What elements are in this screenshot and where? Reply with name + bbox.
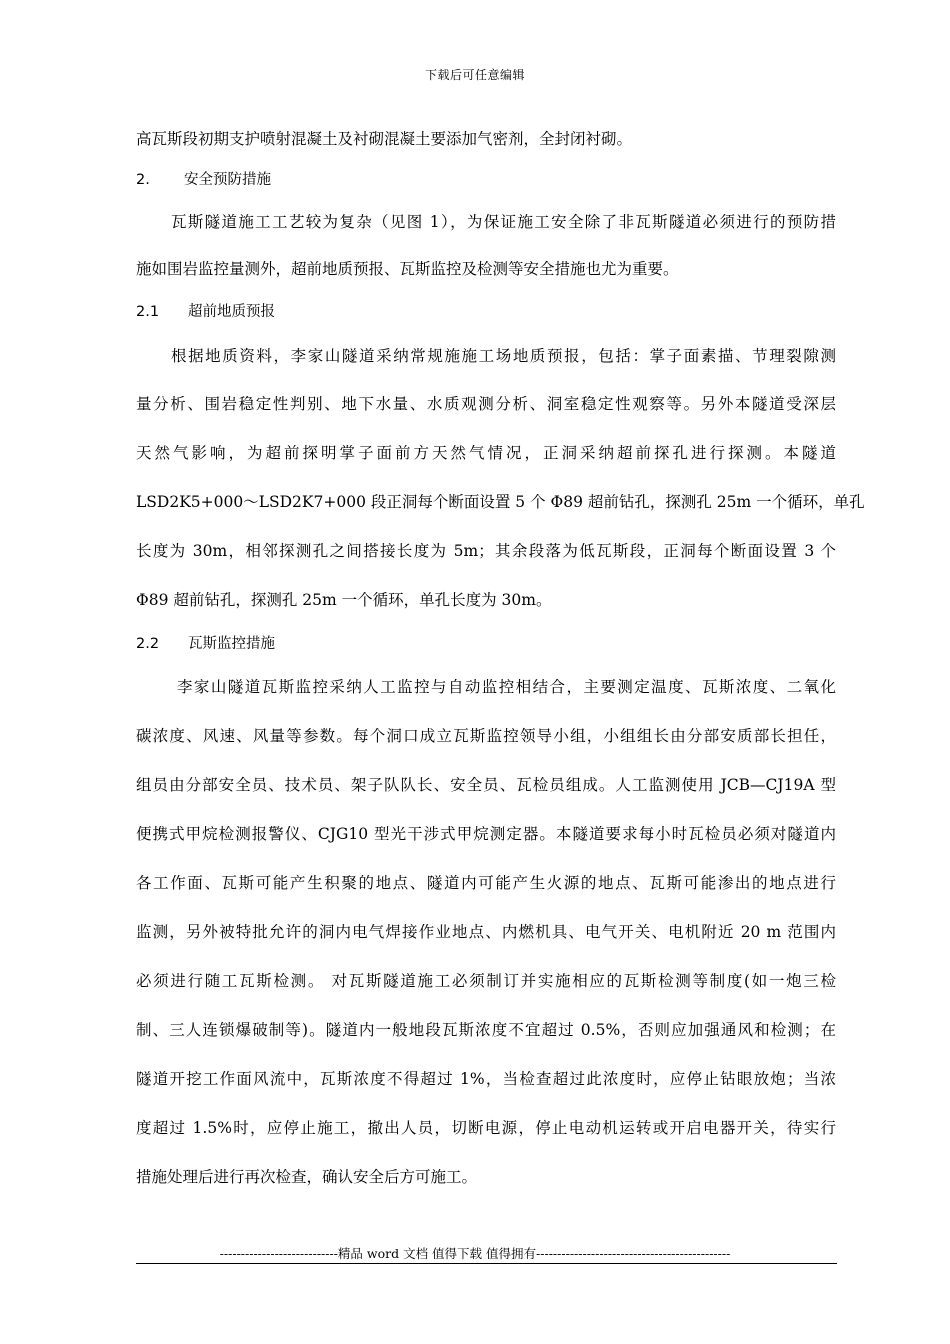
section-2-1-heading [136, 302, 836, 322]
paragraph-line: 根据地质资料，李家山隧道采纳常规施施工场地质预报，包括：掌子面素描、节理裂隙测 [171, 347, 836, 365]
paragraph-line: 必须进行随工瓦斯检测。 对瓦斯隧道施工必须制订并实施相应的瓦斯检测等制度(如一炮三检 [136, 972, 836, 990]
paragraph-line: 施如围岩监控量测外，超前地质预报、瓦斯监控及检测等安全措施也尤为重要。 [136, 260, 679, 278]
paragraph-line: 各工作面、瓦斯可能产生积聚的地点、隧道内可能产生火源的地点、瓦斯可能渗出的地点进行 [136, 874, 836, 892]
paragraph-line: Φ89 超前钻孔，探测孔 25m 一个循环，单孔长度为 30m。 [136, 591, 552, 609]
paragraph-line: 李家山隧道瓦斯监控采纳人工监控与自动监控相结合，主要测定温度、瓦斯浓度、二氧化 [177, 678, 836, 696]
paragraph-line: 隧道开挖工作面风流中，瓦斯浓度不得超过 1%，当检查超过此浓度时，应停止钻眼放炮；当浓 [136, 1070, 836, 1088]
paragraph-line: 组员由分部安全员、技术员、架子队队长、安全员、瓦检员组成。人工监测使用 JCB—CJ19A 型 [136, 776, 836, 794]
section-2-2-heading [136, 634, 836, 654]
paragraph-line: 度超过 1.5%时，应停止施工，撤出人员，切断电源，停止电动机运转或开启电器开关，待实行 [136, 1119, 836, 1137]
intro-line: 高瓦斯段初期支护喷射混凝土及衬砌混凝土要添加气密剂，全封闭衬砌。 [136, 130, 633, 148]
paragraph-line: 制、三人连锁爆破制等)。隧道内一般地段瓦斯浓度不宜超过 0.5%，否则应加强通风和检测；在 [136, 1021, 836, 1039]
paragraph-line: 瓦斯隧道施工工艺较为复杂（见图 1），为保证施工安全除了非瓦斯隧道必须进行的预防措 [171, 213, 836, 231]
paragraph-line: 便携式甲烷检测报警仪、CJG10 型光干涉式甲烷测定器。本隧道要求每小时瓦检员必须对隧道内 [136, 825, 836, 843]
section-title: 安全预防措施 [184, 172, 271, 188]
page-header: 下载后可任意编辑 [424, 68, 525, 82]
page-footer: ----------------------------精品 word 文档 值得下载 值得拥有---------------------------------------------- [219, 1246, 731, 1261]
section-2-heading [136, 170, 836, 190]
paragraph-line: 长度为 30m，相邻探测孔之间搭接长度为 5m；其余段落为低瓦斯段，正洞每个断面设置 3 个 [136, 542, 836, 560]
paragraph-line: LSD2K5+000～LSD2K7+000 段正洞每个断面设置 5 个 Φ89 超前钻孔，探测孔 25m 一个循环，单孔 [136, 493, 865, 511]
paragraph-line: 碳浓度、风速、风量等参数。每个洞口成立瓦斯监控领导小组，小组组长由分部安质部长担任， [136, 727, 836, 745]
paragraph-line: 量分析、围岩稳定性判别、地下水量、水质观测分析、洞室稳定性观察等。另外本隧道受深层 [136, 395, 836, 413]
section-title: 瓦斯监控措施 [188, 636, 275, 652]
section-number: 2.2 [136, 636, 160, 652]
section-title: 超前地质预报 [188, 304, 275, 320]
paragraph-line: 措施处理后进行再次检查，确认安全后方可施工。 [136, 1168, 478, 1186]
paragraph-line: 天然气影响，为超前探明掌子面前方天然气情况，正洞采纳超前探孔进行探测。本隧道 [136, 444, 836, 462]
footer-divider [136, 1263, 837, 1264]
section-number: 2. [136, 172, 150, 188]
paragraph-line: 监测，另外被特批允许的洞内电气焊接作业地点、内燃机具、电气开关、电机附近 20 m 范围内 [136, 923, 836, 941]
section-number: 2.1 [136, 304, 160, 320]
